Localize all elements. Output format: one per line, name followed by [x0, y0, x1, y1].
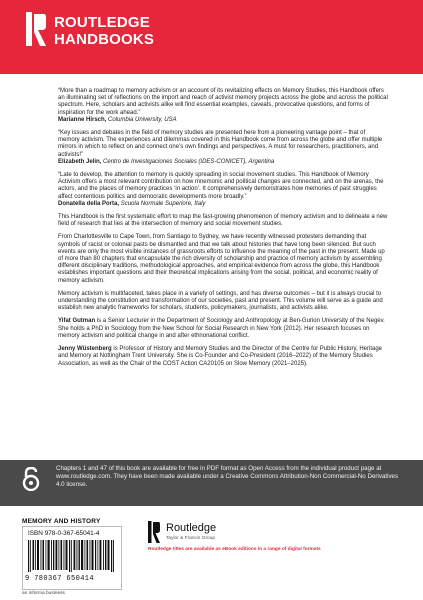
editor-bio: is a Senior Lecturer in the Department of Sociology and Anthropology at Ben-Gurion University of the Negev. She holds a PhD in Sociology from the New School for Social Research in New York (2012). Her research focuses on memory activism and political change in and after ethnonational conflict. [58, 318, 385, 339]
reviewer-name: Donatella della Porta [58, 200, 118, 207]
reviewer-affiliation: Columbia University, USA [108, 116, 177, 123]
reviewer-name: Marianne Hirsch [58, 116, 105, 123]
series-name [54, 14, 154, 48]
review-3 [58, 172, 388, 208]
ebook-note: Routledge titles are available as eBook editions in a range of digital formats [148, 547, 321, 552]
brand-line-2: HANDBOOKS [54, 31, 155, 48]
publisher-group: Taylor & Francis Group [166, 536, 216, 541]
editor-name: Jenny Wüstenberg [58, 346, 112, 353]
informa-tagline: an informa business [22, 591, 65, 596]
reviewer-affiliation: Scuola Normale Superiore, Italy [120, 200, 206, 207]
cover-header-band [0, 0, 423, 74]
review-attribution: Elizabeth Jelin, Centro de Investigaciones Sociales (IDES-CONICET), Argentina [58, 158, 275, 165]
open-access-notice: Chapters 1 and 47 of this book are available for free in PDF format as Open Access from the individual product page at www.routledge.com. They have been made available under a Creative Commons Attribution-Non Commercial-No Derivatives 4.0 license. [56, 465, 399, 488]
isbn-text: ISBN 978-0-367-65041-4 [28, 530, 100, 537]
editor-bio: is Professor of History and Memory Studies and the Director of the Centre for Public History, Heritage and Memory at Nottingham Trent University. She is Co-Founder and Co-President (2016–2022) of the Memory Studies Association, as well as the Chair of the COST Action CA20105 on Slow Memory (2021–2025). [58, 346, 383, 367]
ean-digits: 9 780367 650414 [25, 575, 95, 583]
editor-name: Yifat Gutman [58, 318, 96, 325]
brand-line-1: ROUTLEDGE [54, 14, 150, 31]
review-attribution: Donatella della Porta, Scuola Normale Superiore, Italy [58, 200, 206, 207]
routledge-logo-icon [26, 12, 46, 46]
review-quote: “Key issues and debates in the field of memory studies are presented here from a pioneering vantage point – that of memory activism. The experiences and dilemmas covered in this Handbook come from across the globe and offer multiple mirrors in which to reflect on and connect one’s own findings and perspectives. A must for researchers, practitioners, and activists!” [58, 130, 383, 158]
review-2 [58, 130, 388, 166]
back-cover-text [58, 88, 388, 374]
open-access-lock-icon [22, 467, 40, 491]
description-paragraph-1: This Handbook is the first systematic effort to map the fast-growing phenomenon of memory activism and to delineate a new field of research that lies at the intersection of memory and social movement studies. [58, 214, 388, 228]
barcode-icon [28, 540, 114, 572]
review-attribution: Marianne Hirsch, Columbia University, USA [58, 116, 177, 123]
description-paragraph-3: Memory activism is multifaceted, takes place in a variety of settings, and has diverse outcomes – but it is always crucial to understanding the constitution and transformation of our societies, past and present. This volume will serve as a guide and establish new analytic frameworks for scholars, students, policymakers, journalists, and activists alike. [58, 290, 383, 312]
reviewer-affiliation: Centro de Investigaciones Sociales (IDES-CONICET), Argentina [103, 158, 275, 165]
description-paragraph-2: From Charlottesville to Cape Town, from Santiago to Sydney, we have recently witnessed protesters demanding that symbols of racist or colonial pasts be dismantled and that we talk about histories that have long been silenced. But such events are only the most visible instances of grassroots efforts to influence the meaning of the past in the present. Made up of more than 80 chapters that encapsulate the rich diversity of scholarship and practice of memory activism by assembling different disciplinary traditions, methodological approaches, and empirical evidence from across the globe, this Handbook establishes important questions and their theoretical implications arising from the social, political, and economic reality of memory activism. [58, 234, 385, 284]
review-quote: “More than a roadmap to memory activism or an account of its revitalizing effects on Memory Studies, this Handbook offers an illuminating set of reflections on the import and reach of activist memory projects across the globe and across the political spectrum. Here, scholars and activists alike will find essential examples, caveats, provocative questions, and forms of inspiration for the work ahead.” [58, 88, 388, 116]
review-quote: “Late to develop, the attention to memory is quickly spreading in social movement studies. This Handbook of Memory Activism offers a most relevant contribution on how mnemonic and political changes are connected, and on the arenas, the actors, and the places of memory practices ‘in action’. It comprehensively demonstrates how memories of past struggles affect contentious politics and democratic developments more broadly.” [58, 172, 384, 200]
editor-bio-1 [58, 318, 388, 340]
review-1 [58, 88, 388, 124]
reviewer-name: Elizabeth Jelin [58, 158, 100, 165]
routledge-publisher-logo-icon [148, 521, 160, 543]
editor-bio-2 [58, 346, 388, 368]
publisher-name: Routledge [166, 522, 217, 534]
subject-category: MEMORY AND HISTORY [22, 518, 101, 525]
